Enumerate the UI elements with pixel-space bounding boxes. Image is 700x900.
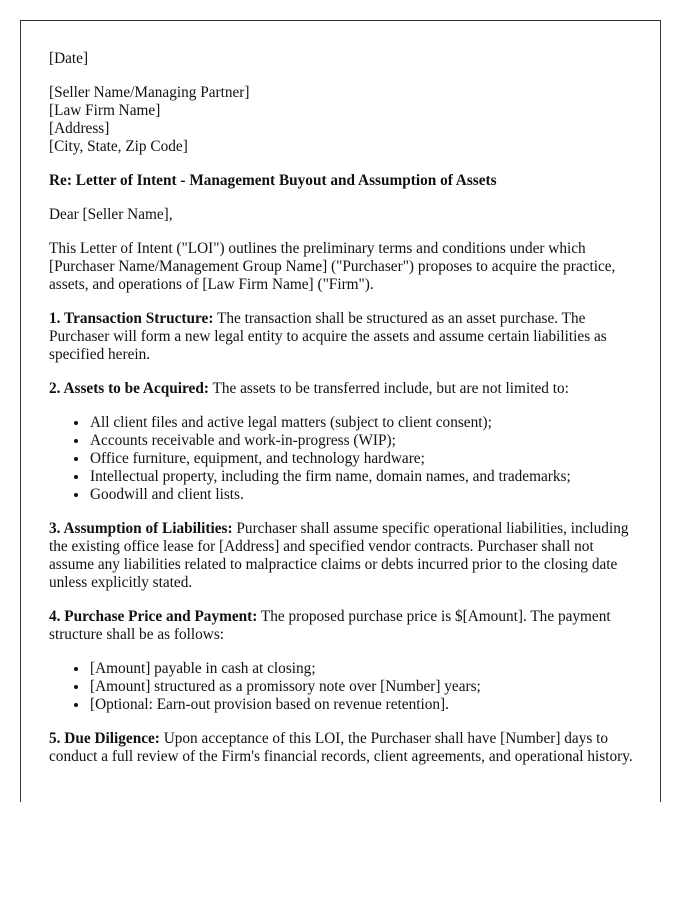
list-item: • Intellectual property, including the firm name, domain names, and trademarks; — [89, 468, 639, 486]
section-title: 2. Assets to be Acquired: — [49, 380, 209, 397]
salutation: Dear [Seller Name], — [49, 206, 173, 223]
list-item: • Accounts receivable and work-in-progress (WIP); — [89, 432, 639, 450]
recipient-city-state-zip: [City, State, Zip Code] — [49, 138, 188, 155]
list-item: • Goodwill and client lists. — [89, 486, 639, 504]
section-transaction-structure — [49, 310, 639, 364]
section-body: Purchaser shall assume specific operational liabilities, including the existing office lease for [Address] and specified vendor contracts. Purchaser shall not assume any liabilities related to malpractice claims or debts incurred prior to the closing date unless explicitly stated. — [49, 520, 629, 591]
section-body: Upon acceptance of this LOI, the Purchaser shall have [Number] days to conduct a full review of the Firm's financial records, client agreements, and operational history. — [49, 730, 633, 765]
section-assumption-of-liabilities — [49, 520, 639, 592]
recipient-address-block — [49, 84, 639, 156]
recipient-firm: [Law Firm Name] — [49, 102, 161, 119]
list-item: • [Optional: Earn-out provision based on revenue retention]. — [89, 696, 639, 714]
assets-list — [49, 414, 639, 504]
section-title: 5. Due Diligence: — [49, 730, 160, 747]
section-body: The proposed purchase price is $[Amount]. The payment structure shall be as follows: — [49, 608, 611, 643]
section-title: 3. Assumption of Liabilities: — [49, 520, 233, 537]
section-purchase-price-and-payment — [49, 608, 639, 644]
section-title: 4. Purchase Price and Payment: — [49, 608, 258, 625]
list-item: • [Amount] structured as a promissory note over [Number] years; — [89, 678, 639, 696]
section-due-diligence — [49, 730, 639, 766]
intro-paragraph: This Letter of Intent ("LOI") outlines the preliminary terms and conditions under which [Purchaser Name/Management Group Name] ("Purchaser") proposes to acquire the practice, assets, and operations of [Law Firm Name] ("Firm"). — [49, 240, 616, 293]
document-page — [20, 20, 661, 802]
subject-line: Re: Letter of Intent - Management Buyout and Assumption of Assets — [49, 172, 497, 189]
payment-structure-list — [49, 660, 639, 714]
section-title: 1. Transaction Structure: — [49, 310, 214, 327]
section-body: The transaction shall be structured as an asset purchase. The Purchaser will form a new legal entity to acquire the assets and assume certain liabilities as specified herein. — [49, 310, 607, 363]
letter-content — [49, 50, 639, 782]
letter-date: [Date] — [49, 50, 89, 67]
recipient-address: [Address] — [49, 120, 110, 137]
list-item: • All client files and active legal matters (subject to client consent); — [89, 414, 639, 432]
list-item: • [Amount] payable in cash at closing; — [89, 660, 639, 678]
recipient-name: [Seller Name/Managing Partner] — [49, 84, 250, 101]
section-body: The assets to be transferred include, but are not limited to: — [208, 380, 569, 397]
section-assets-to-be-acquired — [49, 380, 639, 398]
list-item: • Office furniture, equipment, and technology hardware; — [89, 450, 639, 468]
